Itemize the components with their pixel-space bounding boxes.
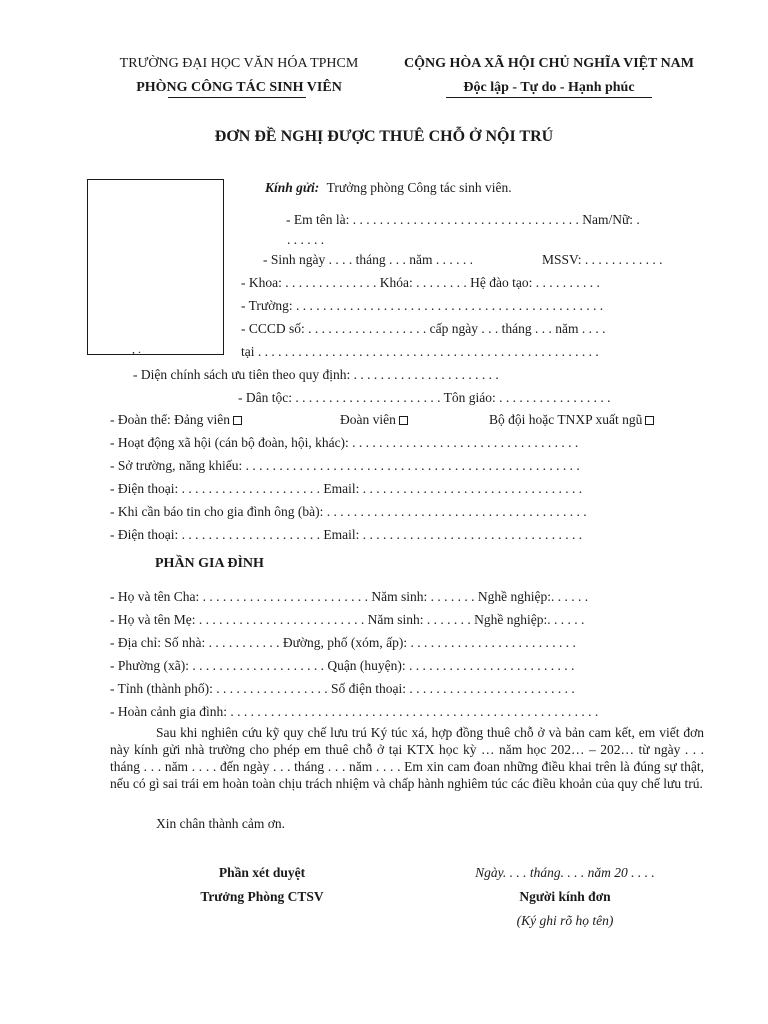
header-left [106,52,372,100]
party-member-checkbox[interactable] [233,416,242,425]
signature-date[interactable]: Ngày. . . . tháng. . . . năm 20 . . . . [475,865,655,880]
approval-role: Trưởng Phòng CTSV [200,889,324,904]
university-name: TRƯỜNG ĐẠI HỌC VĂN HÓA TPHCM [119,56,359,71]
field-contact[interactable]: - Khi cần báo tin cho gia đình ông (bà): . . . . . . . . . . . . . . . . . . . . . . . . . . . . . . . . . . . . . . . [110,504,587,519]
field-father[interactable]: - Họ và tên Cha: . . . . . . . . . . . . . . . . . . . . . . . . . Năm sinh: . . . . . . . Nghề nghiệp:. . . . . . [110,589,589,604]
field-phone[interactable]: - Điện thoại: . . . . . . . . . . . . . . . . . . . . . Email: . . . . . . . . . . . . . . . . . . . . . . . . . . . . . . . . . [110,481,583,496]
field-mssv[interactable]: MSSV: . . . . . . . . . . . . [542,252,663,267]
approval-title: Phần xét duyệt [218,865,306,880]
army-checkbox[interactable] [645,416,654,425]
youth-label: Đoàn viên [340,412,396,427]
family-section-heading: PHẦN GIA ĐÌNH [155,556,264,571]
field-address[interactable]: - Địa chỉ: Số nhà: . . . . . . . . . . . Đường, phố (xóm, ấp): . . . . . . . . . . . . . . . . . . . . . . . . . [110,635,576,650]
photo-mark: , . [132,342,141,356]
field-phone-family[interactable]: - Điện thoại: . . . . . . . . . . . . . . . . . . . . . Email: . . . . . . . . . . . . . . . . . . . . . . . . . . . . . . . . . [110,527,583,542]
field-youth-union [340,412,408,428]
photo-box [87,179,224,355]
field-school[interactable]: - Trường: . . . . . . . . . . . . . . . . . . . . . . . . . . . . . . . . . . . . . . . . . . . . . . [241,298,604,313]
header-right-rule [446,97,652,98]
field-name[interactable]: - Em tên là: . . . . . . . . . . . . . . . . . . . . . . . . . . . . . . . . . . Nam/Nữ: . [286,212,640,227]
applicant-role: Người kính đơn [519,889,611,904]
signature-note: (Ký ghi rõ họ tên) [516,913,614,928]
header-right [386,52,712,100]
country-name: CỘNG HÒA XÃ HỘI CHỦ NGHĨA VIỆT NAM [403,56,694,71]
header-left-rule [168,97,306,98]
commitment-text: Sau khi nghiên cứu kỹ quy chế lưu trú Ký túc xá, hợp đồng thuê chỗ ở và bản cam kết, em viết đơn này kính gửi nhà trường cho phép em thuê chỗ ở tại KTX học kỳ … năm học 202… – 202… từ ngày . . . tháng . . . năm . . . . đến ngày . . . tháng . . . năm . . . . Em xin cam đoan những điều khai trên là đúng sự thật, nếu có gì sai trái em hoàn toàn chịu trách nhiệm và chấp hành nghiêm túc các điều khoản của quy chế lưu trú. [110,725,704,791]
army-label: Bộ đội hoặc TNXP xuất ngũ [489,412,643,427]
field-talent[interactable]: - Sở trường, năng khiếu: . . . . . . . . . . . . . . . . . . . . . . . . . . . . . . . . . . . . . . . . . . . . . . . . . . [110,458,580,473]
field-ethnic-religion[interactable]: - Dân tộc: . . . . . . . . . . . . . . . . . . . . . . Tôn giáo: . . . . . . . . . . . . . . . . . [238,390,611,405]
commitment-paragraph [110,724,704,792]
department-name: PHÒNG CÔNG TÁC SINH VIÊN [136,80,342,95]
field-faculty[interactable]: - Khoa: . . . . . . . . . . . . . . Khóa: . . . . . . . . Hệ đào tạo: . . . . . . . . . . [241,275,600,290]
form-title: ĐƠN ĐỀ NGHỊ ĐƯỢC THUÊ CHỖ Ở NỘI TRÚ [214,128,554,145]
field-name-continued[interactable]: . . . . . . [287,232,325,247]
field-social[interactable]: - Hoạt động xã hội (cán bộ đoàn, hội, khác): . . . . . . . . . . . . . . . . . . . . . . . . . . . . . . . . . . [110,435,579,450]
thanks-line: Xin chân thành cảm ơn. [156,816,285,831]
field-family-situation[interactable]: - Hoàn cảnh gia đình: . . . . . . . . . . . . . . . . . . . . . . . . . . . . . . . . . . . . . . . . . . . . . . . . . . . . . . . [110,704,599,719]
field-province[interactable]: - Tỉnh (thành phố): . . . . . . . . . . . . . . . . . Số điện thoại: . . . . . . . . . . . . . . . . . . . . . . . . . [110,681,575,696]
recipient-label: Kính gửi: [265,180,320,195]
applicant-signature-block [440,861,690,933]
field-ward[interactable]: - Phường (xã): . . . . . . . . . . . . . . . . . . . . Quận (huyện): . . . . . . . . . . . . . . . . . . . . . . . . . [110,658,575,673]
recipient-line [265,180,512,196]
union-label: - Đoàn thể: Đảng viên [110,412,230,427]
field-mother[interactable]: - Họ và tên Mẹ: . . . . . . . . . . . . . . . . . . . . . . . . . Năm sinh: . . . . . . . Nghề nghiệp:. . . . . . [110,612,585,627]
recipient-value: Trưởng phòng Công tác sinh viên. [326,180,512,195]
field-priority[interactable]: - Diện chính sách ưu tiên theo quy định: . . . . . . . . . . . . . . . . . . . . . . [133,367,499,382]
approval-block [172,861,352,909]
field-union [110,412,242,428]
field-birth-date[interactable]: - Sinh ngày . . . . tháng . . . năm . . . . . . [263,252,473,267]
field-army [489,412,654,428]
field-cccd-place[interactable]: tại . . . . . . . . . . . . . . . . . . . . . . . . . . . . . . . . . . . . . . . . . . . . . . . . . . . [241,344,599,359]
youth-member-checkbox[interactable] [399,416,408,425]
field-cccd[interactable]: - CCCD số: . . . . . . . . . . . . . . . . . . cấp ngày . . . tháng . . . năm . . . . [241,321,606,336]
national-motto: Độc lập - Tự do - Hạnh phúc [463,80,635,95]
